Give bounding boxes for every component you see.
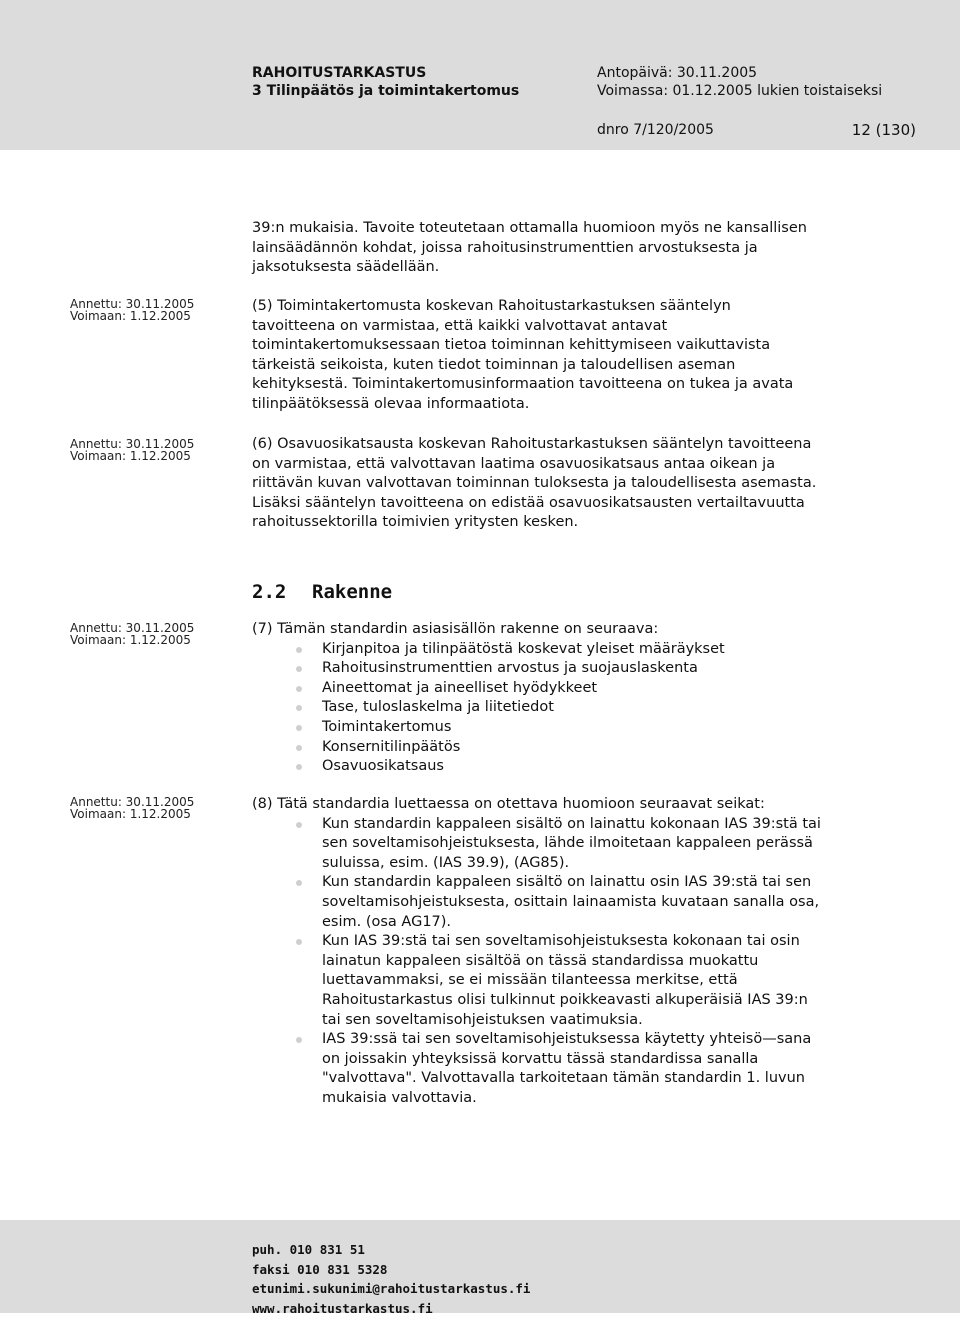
issue-date: Antopäivä: 30.11.2005 [597, 64, 882, 82]
list-item-text: IAS 39:ssä tai sen soveltamisohjeistuksessa käytetty yhteisö—sana [322, 1030, 902, 1050]
phone-number: puh. 010 831 51 [252, 1240, 530, 1260]
list-item-text: lainatun kappaleen sisältöä on tässä standardissa muokattu [322, 952, 902, 972]
margin-note-issued: Annettu: 30.11.2005 [70, 438, 230, 450]
section-title: Rakenne [312, 581, 392, 603]
bullet-list [252, 640, 902, 777]
bullet-icon [296, 705, 302, 711]
list-item-text: suluissa, esim. (IAS 39.9), (AG85). [322, 854, 902, 874]
page-footer [0, 1220, 960, 1313]
text-line: lainsäädännön kohdat, joissa rahoitusinstrumenttien arvostuksesta ja [252, 239, 902, 259]
header-right [597, 64, 882, 100]
text-line: riittävän kuvan valvottavan toiminnan tuloksesta ja taloudellisesta asemasta. [252, 474, 902, 494]
paragraph-7 [252, 620, 902, 777]
margin-note-effective: Voimaan: 1.12.2005 [70, 808, 230, 820]
organization-name: RAHOITUSTARKASTUS [252, 64, 519, 82]
text-line: tilinpäätöksessä olevaa informaatiota. [252, 395, 902, 415]
list-item-text: luettavammaksi, se ei missään tilanteessa merkitse, että [322, 971, 902, 991]
list-item-text: "valvottava". Valvottavalla tarkoitetaan tämän standardin 1. luvun [322, 1069, 902, 1089]
section-heading [252, 581, 392, 603]
section-number: 2.2 [252, 581, 312, 603]
text-line: jaksotuksesta säädellään. [252, 258, 902, 278]
bullet-icon [296, 666, 302, 672]
list-item [252, 640, 902, 660]
fax-number: faksi 010 831 5328 [252, 1260, 530, 1280]
text-line: on varmistaa, että valvottavan laatima osavuosikatsaus antaa oikean ja [252, 455, 902, 475]
paragraph-5 [252, 297, 902, 415]
list-item-text: Rahoitustarkastus olisi tulkinnut poikkeavasti alkuperäisiä IAS 39:n [322, 991, 902, 1011]
bullet-icon [296, 764, 302, 770]
list-item-text: Tase, tuloslaskelma ja liitetiedot [322, 698, 902, 718]
text-line: (5) Toimintakertomusta koskevan Rahoitustarkastuksen sääntelyn [252, 297, 902, 317]
bullet-icon [296, 745, 302, 751]
margin-note-issued: Annettu: 30.11.2005 [70, 796, 230, 808]
list-item-text: Toimintakertomus [322, 718, 902, 738]
reference-number: dnro 7/120/2005 [597, 121, 714, 139]
list-item [252, 659, 902, 679]
intro-paragraph [252, 219, 902, 278]
email-address: etunimi.sukunimi@rahoitustarkastus.fi [252, 1279, 530, 1299]
list-item-text: Rahoitusinstrumenttien arvostus ja suojauslaskenta [322, 659, 902, 679]
text-line: rahoitussektorilla toimivien yritysten kesken. [252, 513, 902, 533]
bullet-icon [296, 1037, 302, 1043]
paragraph-lead: (7) Tämän standardin asiasisällön rakenne on seuraava: [252, 620, 902, 640]
margin-note [70, 298, 230, 322]
margin-note-issued: Annettu: 30.11.2005 [70, 622, 230, 634]
text-line: tärkeistä seikoista, kuten tiedot toiminnan ja taloudellisen aseman [252, 356, 902, 376]
list-item-text: Kun IAS 39:stä tai sen soveltamisohjeistuksesta kokonaan tai osin [322, 932, 902, 952]
margin-note-effective: Voimaan: 1.12.2005 [70, 634, 230, 646]
list-item [252, 738, 902, 758]
list-item [252, 679, 902, 699]
margin-note [70, 796, 230, 820]
text-line: (6) Osavuosikatsausta koskevan Rahoitustarkastuksen sääntelyn tavoitteena [252, 435, 902, 455]
list-item [252, 1030, 902, 1108]
list-item-text: Aineettomat ja aineelliset hyödykkeet [322, 679, 902, 699]
list-item [252, 932, 902, 1030]
bullet-icon [296, 725, 302, 731]
list-item-text: sen soveltamisohjeistuksesta, lähde ilmoitetaan kappaleen perässä [322, 834, 902, 854]
list-item-text: Osavuosikatsaus [322, 757, 902, 777]
list-item [252, 698, 902, 718]
contact-info [252, 1240, 530, 1318]
list-item-text: on joissakin yhteyksissä korvattu tässä standardissa sanalla [322, 1050, 902, 1070]
bullet-icon [296, 822, 302, 828]
bullet-list [252, 815, 902, 1109]
margin-note-issued: Annettu: 30.11.2005 [70, 298, 230, 310]
list-item-text: soveltamisohjeistuksesta, osittain lainaamista kuvataan sanalla osa, [322, 893, 902, 913]
header-left [252, 64, 519, 100]
bullet-icon [296, 939, 302, 945]
document-title: 3 Tilinpäätös ja toimintakertomus [252, 82, 519, 100]
website-url: www.rahoitustarkastus.fi [252, 1299, 530, 1318]
list-item-text: Konsernitilinpäätös [322, 738, 902, 758]
list-item-text: Kun standardin kappaleen sisältö on lainattu osin IAS 39:stä tai sen [322, 873, 902, 893]
list-item [252, 718, 902, 738]
bullet-icon [296, 647, 302, 653]
list-item-text: esim. (osa AG17). [322, 913, 902, 933]
margin-note [70, 622, 230, 646]
paragraph-8 [252, 795, 902, 1109]
paragraph-6 [252, 435, 902, 533]
text-line: 39:n mukaisia. Tavoite toteutetaan ottamalla huomioon myös ne kansallisen [252, 219, 902, 239]
bullet-icon [296, 686, 302, 692]
text-line: tavoitteena on varmistaa, että kaikki valvottavat antavat [252, 317, 902, 337]
list-item [252, 815, 902, 874]
page-number: 12 (130) [852, 121, 916, 139]
list-item-text: Kirjanpitoa ja tilinpäätöstä koskevat yleiset määräykset [322, 640, 902, 660]
margin-note-effective: Voimaan: 1.12.2005 [70, 450, 230, 462]
page-header [0, 0, 960, 150]
list-item [252, 873, 902, 932]
list-item-text: Kun standardin kappaleen sisältö on lainattu kokonaan IAS 39:stä tai [322, 815, 902, 835]
text-line: kehityksestä. Toimintakertomusinformaation tavoitteena on tukea ja avata [252, 375, 902, 395]
margin-note-effective: Voimaan: 1.12.2005 [70, 310, 230, 322]
list-item-text: tai sen soveltamisohjeistuksen vaatimuksia. [322, 1011, 902, 1031]
validity: Voimassa: 01.12.2005 lukien toistaiseksi [597, 82, 882, 100]
bullet-icon [296, 880, 302, 886]
margin-note [70, 438, 230, 462]
list-item-text: mukaisia valvottavia. [322, 1089, 902, 1109]
text-line: Lisäksi sääntelyn tavoitteena on edistää osavuosikatsausten vertailtavuutta [252, 494, 902, 514]
paragraph-lead: (8) Tätä standardia luettaessa on otettava huomioon seuraavat seikat: [252, 795, 902, 815]
list-item [252, 757, 902, 777]
text-line: toimintakertomuksessaan tietoa toiminnan kehittymiseen vaikuttavista [252, 336, 902, 356]
